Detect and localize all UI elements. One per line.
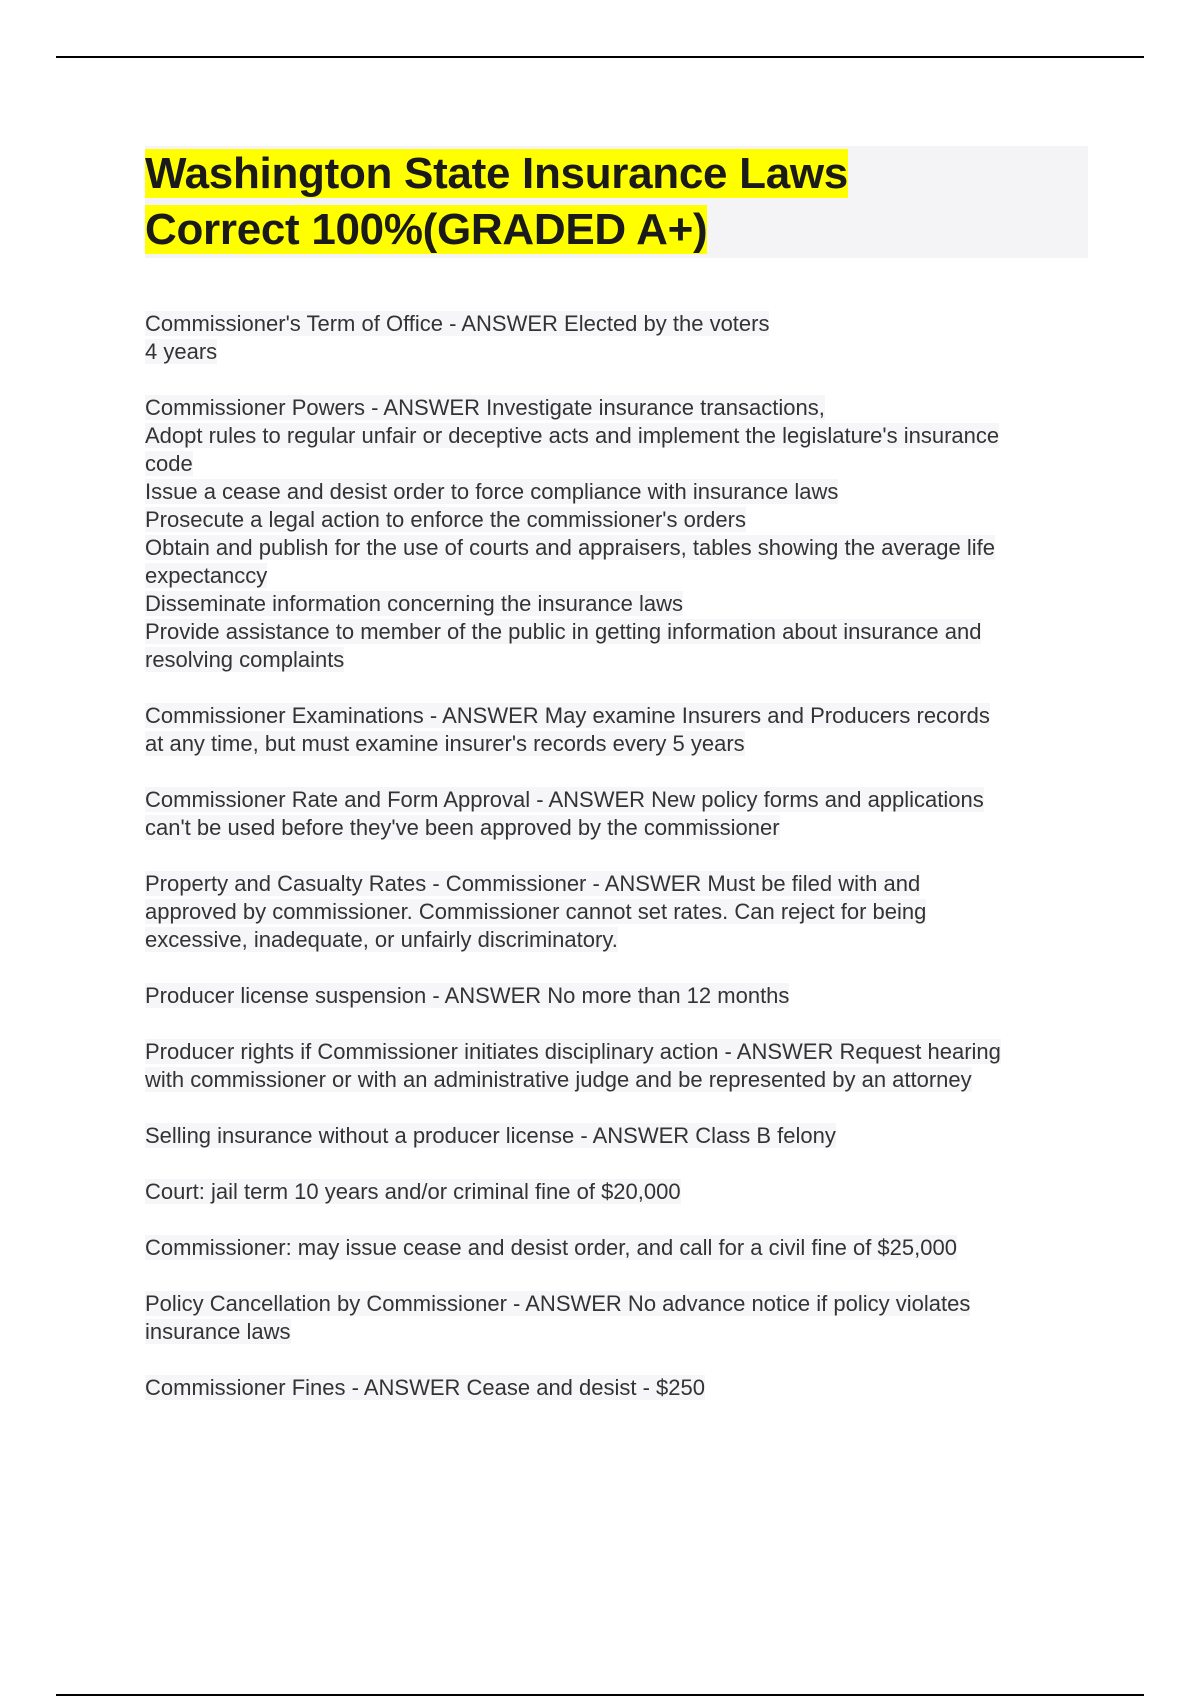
qa-line bbox=[145, 534, 1095, 562]
qa-line-text: Commissioner Powers - ANSWER Investigate insurance transactions, bbox=[145, 395, 825, 420]
qa-line bbox=[145, 898, 1095, 926]
qa-line bbox=[145, 1374, 1095, 1402]
qa-line-text: excessive, inadequate, or unfairly discriminatory. bbox=[145, 927, 618, 952]
qa-line bbox=[145, 702, 1095, 730]
qa-line bbox=[145, 562, 1095, 590]
qa-item bbox=[145, 1234, 1095, 1262]
footer-rule bbox=[56, 1694, 1144, 1696]
document-title bbox=[145, 146, 1088, 258]
qa-line-text: approved by commissioner. Commissioner cannot set rates. Can reject for being bbox=[145, 899, 927, 924]
qa-line-text: Disseminate information concerning the insurance laws bbox=[145, 591, 684, 616]
qa-line bbox=[145, 1234, 1095, 1262]
qa-line bbox=[145, 478, 1095, 506]
qa-line-text: 4 years bbox=[145, 339, 218, 364]
qa-item bbox=[145, 702, 1095, 758]
qa-line-text: Producer rights if Commissioner initiates disciplinary action - ANSWER Request hearing bbox=[145, 1039, 1001, 1064]
qa-line-text: Prosecute a legal action to enforce the commissioner's orders bbox=[145, 507, 746, 532]
qa-line-text: Obtain and publish for the use of courts and appraisers, tables showing the average life bbox=[145, 535, 995, 560]
title-line-1: Washington State Insurance Laws bbox=[145, 149, 848, 198]
qa-item bbox=[145, 1178, 1095, 1206]
qa-line bbox=[145, 646, 1095, 674]
title-block bbox=[145, 146, 1088, 258]
qa-line-text: Issue a cease and desist order to force compliance with insurance laws bbox=[145, 479, 839, 504]
qa-line bbox=[145, 506, 1095, 534]
qa-line bbox=[145, 814, 1095, 842]
title-line-2: Correct 100%(GRADED A+) bbox=[145, 205, 708, 254]
qa-line-text: Selling insurance without a producer license - ANSWER Class B felony bbox=[145, 1123, 836, 1148]
qa-line bbox=[145, 982, 1095, 1010]
qa-line bbox=[145, 338, 1095, 366]
qa-line-text: Commissioner's Term of Office - ANSWER Elected by the voters bbox=[145, 311, 770, 336]
qa-line-text: Policy Cancellation by Commissioner - ANSWER No advance notice if policy violates bbox=[145, 1291, 971, 1316]
qa-line bbox=[145, 1318, 1095, 1346]
qa-list bbox=[145, 310, 1095, 1430]
qa-line-text: can't be used before they've been approved by the commissioner bbox=[145, 815, 780, 840]
qa-line-text: Provide assistance to member of the public in getting information about insurance and bbox=[145, 619, 982, 644]
qa-line-text: code bbox=[145, 451, 193, 476]
qa-line-text: Commissioner Examinations - ANSWER May examine Insurers and Producers records bbox=[145, 703, 990, 728]
qa-line bbox=[145, 590, 1095, 618]
qa-item bbox=[145, 1374, 1095, 1402]
qa-item bbox=[145, 1290, 1095, 1346]
qa-line bbox=[145, 1066, 1095, 1094]
qa-line-text: Adopt rules to regular unfair or deceptive acts and implement the legislature's insurance bbox=[145, 423, 1000, 448]
qa-line-text: Commissioner: may issue cease and desist order, and call for a civil fine of $25,000 bbox=[145, 1235, 957, 1260]
qa-item bbox=[145, 982, 1095, 1010]
qa-line-text: with commissioner or with an administrative judge and be represented by an attorney bbox=[145, 1067, 972, 1092]
qa-line bbox=[145, 618, 1095, 646]
qa-line-text: Property and Casualty Rates - Commissioner - ANSWER Must be filed with and bbox=[145, 871, 921, 896]
qa-line bbox=[145, 394, 1095, 422]
qa-item bbox=[145, 786, 1095, 842]
qa-line-text: resolving complaints bbox=[145, 647, 345, 672]
qa-line-text: Court: jail term 10 years and/or criminal fine of $20,000 bbox=[145, 1179, 681, 1204]
header-rule bbox=[56, 56, 1144, 58]
qa-item bbox=[145, 1038, 1095, 1094]
qa-line bbox=[145, 1122, 1095, 1150]
qa-line bbox=[145, 1290, 1095, 1318]
qa-line-text: Commissioner Fines - ANSWER Cease and desist - $250 bbox=[145, 1375, 705, 1400]
qa-line bbox=[145, 450, 1095, 478]
qa-line bbox=[145, 1178, 1095, 1206]
qa-line-text: Commissioner Rate and Form Approval - ANSWER New policy forms and applications bbox=[145, 787, 984, 812]
qa-line bbox=[145, 422, 1095, 450]
qa-line bbox=[145, 926, 1095, 954]
qa-item bbox=[145, 310, 1095, 366]
qa-line bbox=[145, 730, 1095, 758]
qa-line-text: insurance laws bbox=[145, 1319, 291, 1344]
qa-line bbox=[145, 1038, 1095, 1066]
qa-line bbox=[145, 786, 1095, 814]
qa-line-text: Producer license suspension - ANSWER No more than 12 months bbox=[145, 983, 790, 1008]
qa-item bbox=[145, 1122, 1095, 1150]
qa-item bbox=[145, 394, 1095, 674]
qa-line bbox=[145, 310, 1095, 338]
qa-line bbox=[145, 870, 1095, 898]
qa-item bbox=[145, 870, 1095, 954]
qa-line-text: at any time, but must examine insurer's records every 5 years bbox=[145, 731, 745, 756]
qa-line-text: expectanccy bbox=[145, 563, 268, 588]
